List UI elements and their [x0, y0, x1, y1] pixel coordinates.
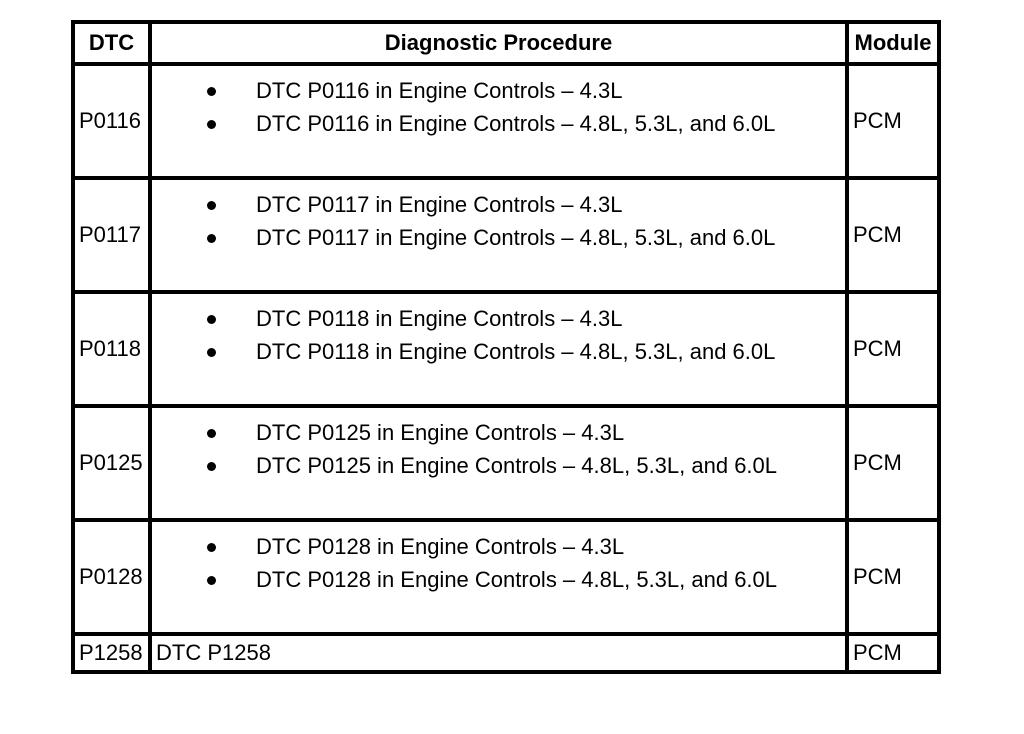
module-cell: PCM: [847, 292, 939, 406]
procedure-item: [152, 223, 845, 256]
bullet-icon: [207, 429, 216, 438]
procedure-text: DTC P0117 in Engine Controls – 4.3L: [256, 192, 623, 217]
bullet-icon: [207, 87, 216, 96]
table-row: [73, 406, 939, 520]
header-diagnostic-procedure: Diagnostic Procedure: [150, 22, 847, 64]
bullet-icon: [207, 462, 216, 471]
procedure-text: DTC P0128 in Engine Controls – 4.8L, 5.3L, and 6.0L: [256, 567, 778, 592]
procedure-cell: [150, 406, 847, 520]
bullet-icon: [207, 543, 216, 552]
procedure-list: [152, 304, 845, 370]
header-dtc: DTC: [73, 22, 150, 64]
bullet-icon: [207, 120, 216, 129]
dtc-code: P0128: [73, 520, 150, 634]
procedure-list: [152, 76, 845, 142]
procedure-text: DTC P0118 in Engine Controls – 4.3L: [256, 306, 623, 331]
bullet-icon: [207, 576, 216, 585]
procedure-text: DTC P0116 in Engine Controls – 4.8L, 5.3L, and 6.0L: [256, 111, 776, 136]
bullet-icon: [207, 234, 216, 243]
procedure-item: [152, 190, 845, 223]
procedure-list: [152, 532, 845, 598]
table-row: [73, 292, 939, 406]
procedure-item: [152, 76, 845, 109]
procedure-list: [152, 418, 845, 484]
table-row: [73, 520, 939, 634]
procedure-list: [152, 190, 845, 256]
header-module: Module: [847, 22, 939, 64]
dtc-code: P0117: [73, 178, 150, 292]
procedure-item: [152, 304, 845, 337]
table-row: [73, 178, 939, 292]
procedure-cell: [150, 292, 847, 406]
bullet-icon: [207, 315, 216, 324]
procedure-text: DTC P0125 in Engine Controls – 4.3L: [256, 420, 625, 445]
module-cell: PCM: [847, 406, 939, 520]
procedure-item: [152, 109, 845, 142]
procedure-text: DTC P0128 in Engine Controls – 4.3L: [256, 534, 625, 559]
table-header-row: [73, 22, 939, 64]
procedure-item: [152, 532, 845, 565]
dtc-procedure-table: [71, 20, 941, 674]
procedure-text: DTC P0116 in Engine Controls – 4.3L: [256, 78, 623, 103]
module-cell: PCM: [847, 634, 939, 672]
module-cell: PCM: [847, 178, 939, 292]
procedure-item: [152, 565, 845, 598]
table-row: [73, 64, 939, 178]
dtc-code: P0125: [73, 406, 150, 520]
procedure-item: [152, 337, 845, 370]
procedure-cell: [150, 64, 847, 178]
dtc-code: P0118: [73, 292, 150, 406]
dtc-code: P1258: [73, 634, 150, 672]
table-row: [73, 634, 939, 672]
procedure-text: DTC P1258: [150, 634, 847, 672]
procedure-text: DTC P0118 in Engine Controls – 4.8L, 5.3L, and 6.0L: [256, 339, 776, 364]
procedure-text: DTC P0125 in Engine Controls – 4.8L, 5.3L, and 6.0L: [256, 453, 778, 478]
bullet-icon: [207, 348, 216, 357]
procedure-text: DTC P0117 in Engine Controls – 4.8L, 5.3L, and 6.0L: [256, 225, 776, 250]
procedure-item: [152, 418, 845, 451]
procedure-cell: [150, 520, 847, 634]
module-cell: PCM: [847, 64, 939, 178]
dtc-code: P0116: [73, 64, 150, 178]
procedure-cell: [150, 178, 847, 292]
bullet-icon: [207, 201, 216, 210]
module-cell: PCM: [847, 520, 939, 634]
procedure-item: [152, 451, 845, 484]
